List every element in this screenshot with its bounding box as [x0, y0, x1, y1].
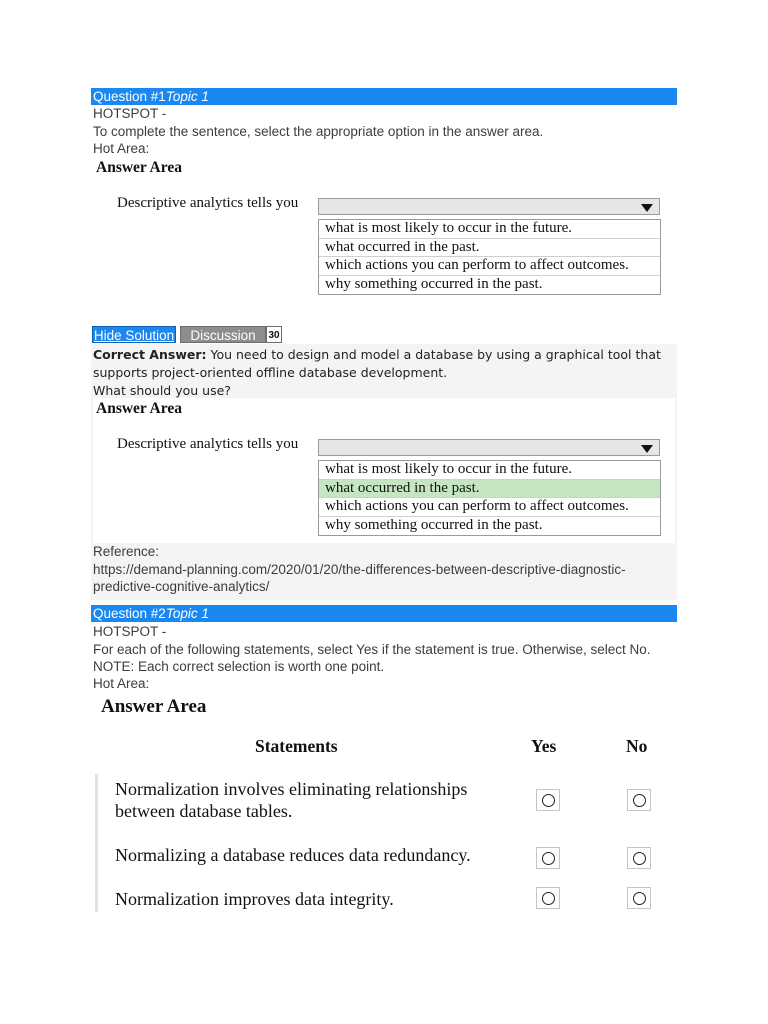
correct-answer-line-2: supports project-oriented offline database development.	[93, 365, 448, 380]
reference-label: Reference:	[93, 544, 160, 559]
statement-2-no-radio[interactable]	[627, 847, 651, 869]
dropdown-option[interactable]: why something occurred in the past.	[325, 276, 543, 293]
solution-dropdown	[318, 439, 660, 456]
question-number: Question #1	[93, 89, 166, 104]
dropdown-option[interactable]: what occurred in the past.	[319, 239, 660, 258]
answer-dropdown[interactable]	[318, 198, 660, 215]
dropdown-option[interactable]: which actions you can perform to affect outcomes.	[319, 257, 660, 276]
answer-area-title: Answer Area	[101, 696, 207, 717]
solution-option-list	[318, 460, 661, 536]
solution-question: What should you use?	[93, 383, 231, 398]
yes-column-header: Yes	[531, 736, 557, 756]
statement-2-yes-radio[interactable]	[536, 847, 560, 869]
no-column-header: No	[626, 736, 648, 756]
statement-1-no-radio[interactable]	[627, 789, 651, 811]
statements-divider	[95, 774, 98, 912]
solution-option: what is most likely to occur in the future.	[319, 461, 660, 480]
solution-prompt: Descriptive analytics tells you	[117, 436, 299, 452]
solution-answer-area-title: Answer Area	[96, 400, 182, 417]
dropdown-option-list	[318, 219, 661, 295]
answer-prompt: Descriptive analytics tells you	[117, 195, 299, 211]
question-1-header	[91, 88, 677, 105]
statement-3	[115, 888, 394, 910]
statement-2	[115, 844, 471, 866]
question-type: HOTSPOT -	[93, 106, 167, 121]
solution-option: why something occurred in the past.	[325, 517, 543, 534]
dropdown-arrow-icon	[641, 445, 653, 453]
question-2-header	[91, 605, 677, 622]
statement-text: Normalization improves data integrity.	[115, 889, 394, 909]
topic-label: Topic 1	[165, 606, 209, 621]
topic-label: Topic 1	[165, 89, 209, 104]
answer-area-title: Answer Area	[96, 159, 182, 176]
solution-option: which actions you can perform to affect outcomes.	[319, 498, 660, 517]
correct-answer-text: You need to design and model a database by using a graphical tool that	[206, 347, 661, 362]
statements-column-header: Statements	[255, 736, 338, 756]
dropdown-option[interactable]: what is most likely to occur in the future.	[319, 220, 660, 239]
statement-1-yes-radio[interactable]	[536, 789, 560, 811]
radio-circle-icon	[633, 794, 646, 807]
reference-link-line-1[interactable]: https://demand-planning.com/2020/01/20/the-differences-between-descriptive-diagnostic-	[93, 562, 626, 577]
hot-area-label: Hot Area:	[93, 141, 150, 156]
question-number: Question #2	[93, 606, 166, 621]
radio-circle-icon	[542, 892, 555, 905]
discussion-button[interactable]: Discussion	[180, 326, 266, 343]
radio-circle-icon	[542, 794, 555, 807]
question-instruction: For each of the following statements, select Yes if the statement is true. Otherwise, select No.	[93, 642, 651, 657]
question-instruction: To complete the sentence, select the appropriate option in the answer area.	[93, 124, 544, 139]
radio-circle-icon	[633, 892, 646, 905]
discussion-count-badge: 30	[266, 326, 282, 343]
correct-answer-line-1	[93, 346, 661, 364]
statement-text: Normalizing a database reduces data redundancy.	[115, 845, 471, 865]
statement-text: between database tables.	[115, 801, 293, 821]
question-type: HOTSPOT -	[93, 624, 167, 639]
correct-answer-label: Correct Answer:	[93, 347, 207, 362]
reference-link-line-2[interactable]: predictive-cognitive-analytics/	[93, 579, 270, 594]
question-note: NOTE: Each correct selection is worth one point.	[93, 659, 385, 674]
statement-1	[115, 778, 467, 822]
statement-text: Normalization involves eliminating relationships	[115, 779, 468, 799]
radio-circle-icon	[633, 852, 646, 865]
radio-circle-icon	[542, 852, 555, 865]
hide-solution-button[interactable]: Hide Solution	[93, 328, 175, 343]
dropdown-arrow-icon[interactable]	[641, 204, 653, 212]
solution-option-selected: what occurred in the past.	[319, 480, 660, 499]
statement-3-no-radio[interactable]	[627, 887, 651, 909]
hot-area-label: Hot Area:	[93, 676, 150, 691]
statement-3-yes-radio[interactable]	[536, 887, 560, 909]
